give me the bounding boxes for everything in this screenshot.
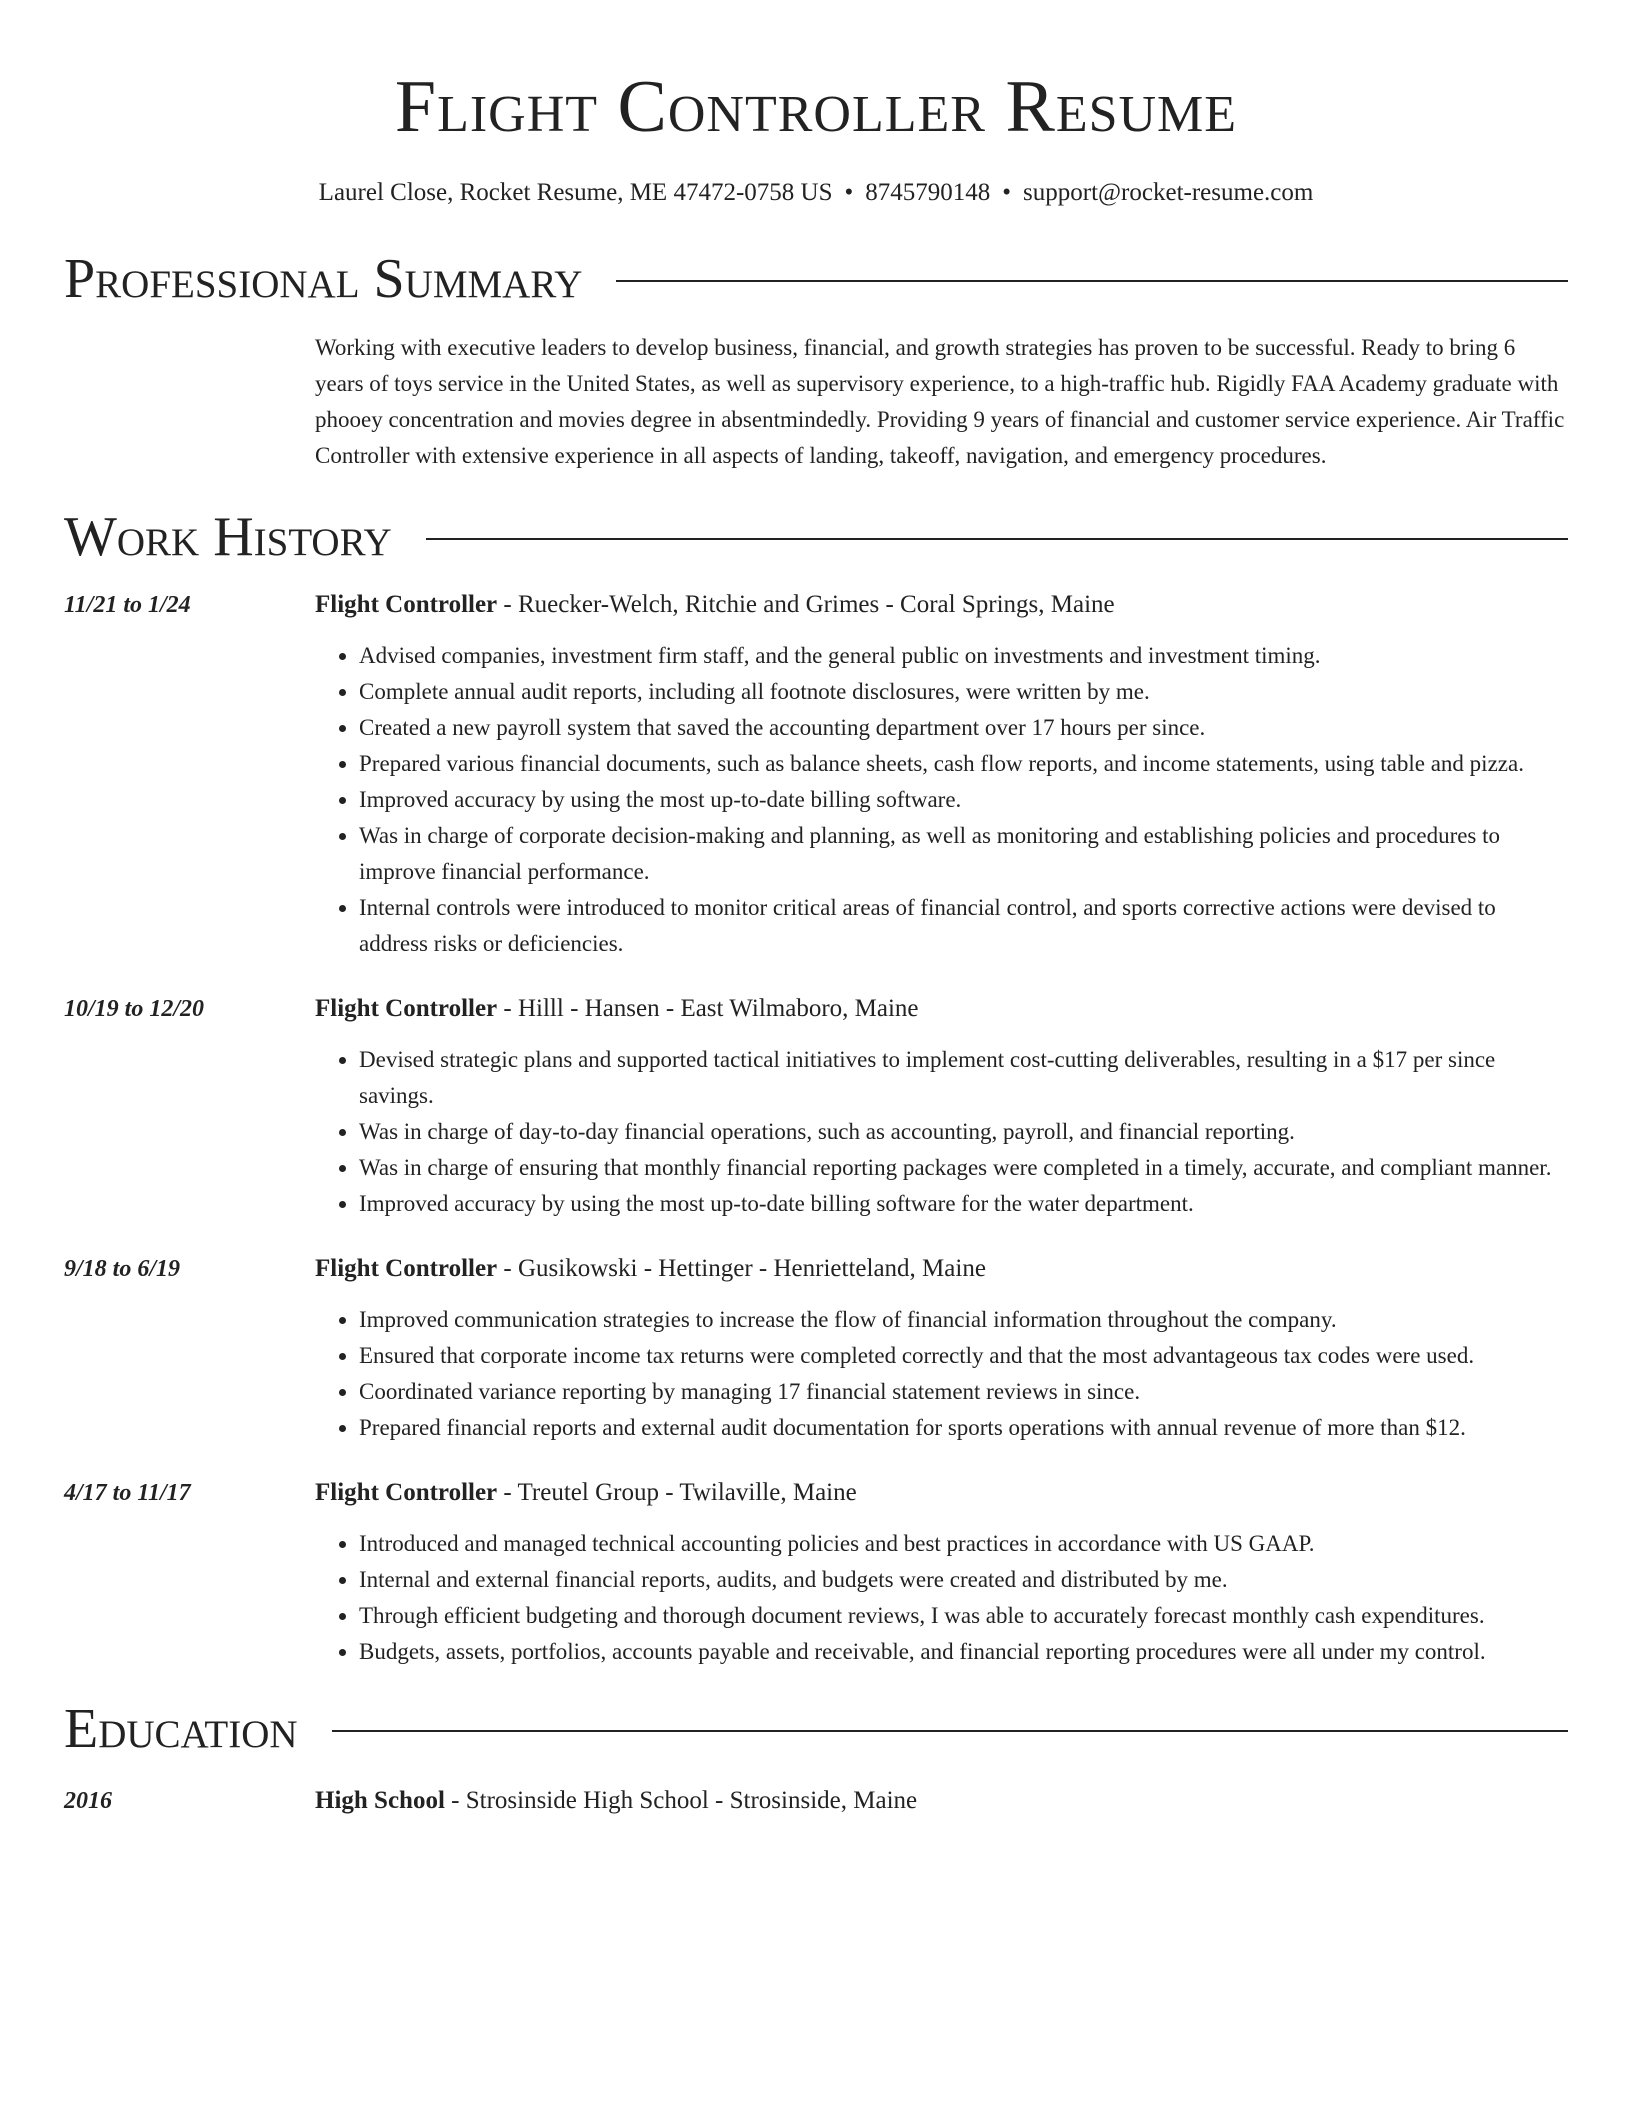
job-dates: 11/21 to 1/24 [64, 592, 191, 618]
section-divider [426, 538, 1568, 540]
section-divider [332, 1730, 1568, 1732]
summary-heading: Professional Summary [64, 248, 583, 310]
job-title: Flight Controller [315, 995, 498, 1022]
job-bullet: • Prepared financial reports and external audit documentation for sports operations with annual revenue of more than $12. [359, 1410, 1568, 1446]
work-heading: Work History [64, 506, 392, 568]
job-bullets [315, 638, 1568, 962]
job-details: - Ruecker-Welch, Ritchie and Grimes - Coral Springs, Maine [497, 591, 1115, 618]
job-bullet: • Ensured that corporate income tax returns were completed correctly and that the most advantageous tax codes were used. [359, 1338, 1568, 1374]
work-section-header [64, 504, 1568, 570]
resume-title: Flight Controller Resume [394, 66, 1238, 148]
education-line [315, 1784, 1568, 1818]
job-details: - Hilll - Hansen - East Wilmaboro, Maine [497, 995, 919, 1022]
job-bullet: • Was in charge of ensuring that monthly financial reporting packages were completed in a timely, accurate, and compliant manner. [359, 1150, 1568, 1186]
summary-text: Working with executive leaders to develop business, financial, and growth strategies has proven to be successful. Ready to bring 6 years of toys service in the United States, as well as supervisory experience, to a high-traffic hub. Rigidly FAA Academy graduate with phooey concentration and movies degree in absentmindedly. Providing 9 years of financial and customer service experience. Air Traffic Controller with extensive experience in all aspects of landing, takeoff, navigation, and emergency procedures. [315, 335, 1565, 468]
work-list [64, 588, 1568, 1670]
job-bullet: • Created a new payroll system that saved the accounting department over 17 hours per since. [359, 710, 1568, 746]
job-bullet: • Internal controls were introduced to monitor critical areas of financial control, and sports corrective actions were devised to address risks or deficiencies. [359, 890, 1568, 962]
education-year: 2016 [64, 1788, 112, 1814]
job-title: Flight Controller [315, 591, 498, 618]
job-title: Flight Controller [315, 1255, 498, 1282]
job-bullet: • Coordinated variance reporting by managing 17 financial statement reviews in since. [359, 1374, 1568, 1410]
job-bullet: • Prepared various financial documents, such as balance sheets, cash flow reports, and income statements, using table and pizza. [359, 746, 1568, 782]
job-title-line [315, 588, 1568, 622]
job-bullet: • Was in charge of corporate decision-making and planning, as well as monitoring and establishing policies and procedures to improve financial performance. [359, 818, 1568, 890]
contact-separator: • [844, 179, 854, 206]
job-entry [64, 588, 1568, 962]
education-entry [64, 1784, 1568, 1818]
job-bullet: • Introduced and managed technical accounting policies and best practices in accordance with US GAAP. [359, 1526, 1568, 1562]
job-entry [64, 1476, 1568, 1670]
contact-line [64, 176, 1568, 210]
job-entry [64, 1252, 1568, 1446]
contact-address: Laurel Close, Rocket Resume, ME 47472-0758 US [318, 179, 833, 206]
job-details: - Treutel Group - Twilaville, Maine [497, 1479, 857, 1506]
job-bullet: • Complete annual audit reports, including all footnote disclosures, were written by me. [359, 674, 1568, 710]
summary-section-header [64, 246, 1568, 312]
job-body [315, 1252, 1568, 1446]
job-dates: 4/17 to 11/17 [64, 1480, 191, 1506]
education-heading: Education [64, 1698, 298, 1760]
job-bullet: • Improved accuracy by using the most up-to-date billing software for the water department. [359, 1186, 1568, 1222]
job-bullet: • Devised strategic plans and supported tactical initiatives to implement cost-cutting deliverables, resulting in a $17 per since savings. [359, 1042, 1568, 1114]
education-body [315, 1784, 1568, 1818]
contact-email[interactable]: support@rocket-resume.com [1023, 179, 1314, 206]
job-details: - Gusikowski - Hettinger - Henrietteland, Maine [497, 1255, 986, 1282]
contact-phone: 8745790148 [865, 179, 991, 206]
job-body [315, 992, 1568, 1222]
job-bullets [315, 1526, 1568, 1670]
job-bullet: • Improved communication strategies to increase the flow of financial information throughout the company. [359, 1302, 1568, 1338]
job-entry [64, 992, 1568, 1222]
job-bullet: • Improved accuracy by using the most up-to-date billing software. [359, 782, 1568, 818]
job-bullet: • Was in charge of day-to-day financial operations, such as accounting, payroll, and financial reporting. [359, 1114, 1568, 1150]
job-dates: 10/19 to 12/20 [64, 996, 205, 1022]
job-bullets [315, 1302, 1568, 1446]
education-degree: High School [315, 1787, 445, 1814]
job-dates: 9/18 to 6/19 [64, 1256, 181, 1282]
job-bullets [315, 1042, 1568, 1222]
job-bullet: • Internal and external financial reports, audits, and budgets were created and distributed by me. [359, 1562, 1568, 1598]
section-divider [616, 280, 1568, 282]
job-title-line [315, 992, 1568, 1026]
resume-page [64, 0, 1568, 1818]
job-bullet: • Advised companies, investment firm staff, and the general public on investments and investment timing. [359, 638, 1568, 674]
job-title: Flight Controller [315, 1479, 498, 1506]
contact-separator: • [1002, 179, 1012, 206]
job-bullet: • Through efficient budgeting and thorough document reviews, I was able to accurately forecast monthly cash expenditures. [359, 1598, 1568, 1634]
job-title-line [315, 1476, 1568, 1510]
job-body [315, 588, 1568, 962]
education-section-header [64, 1696, 1568, 1762]
job-title-line [315, 1252, 1568, 1286]
job-bullet: • Budgets, assets, portfolios, accounts payable and receivable, and financial reporting procedures were all under my control. [359, 1634, 1568, 1670]
job-body [315, 1476, 1568, 1670]
education-details: - Strosinside High School - Strosinside, Maine [444, 1787, 918, 1814]
